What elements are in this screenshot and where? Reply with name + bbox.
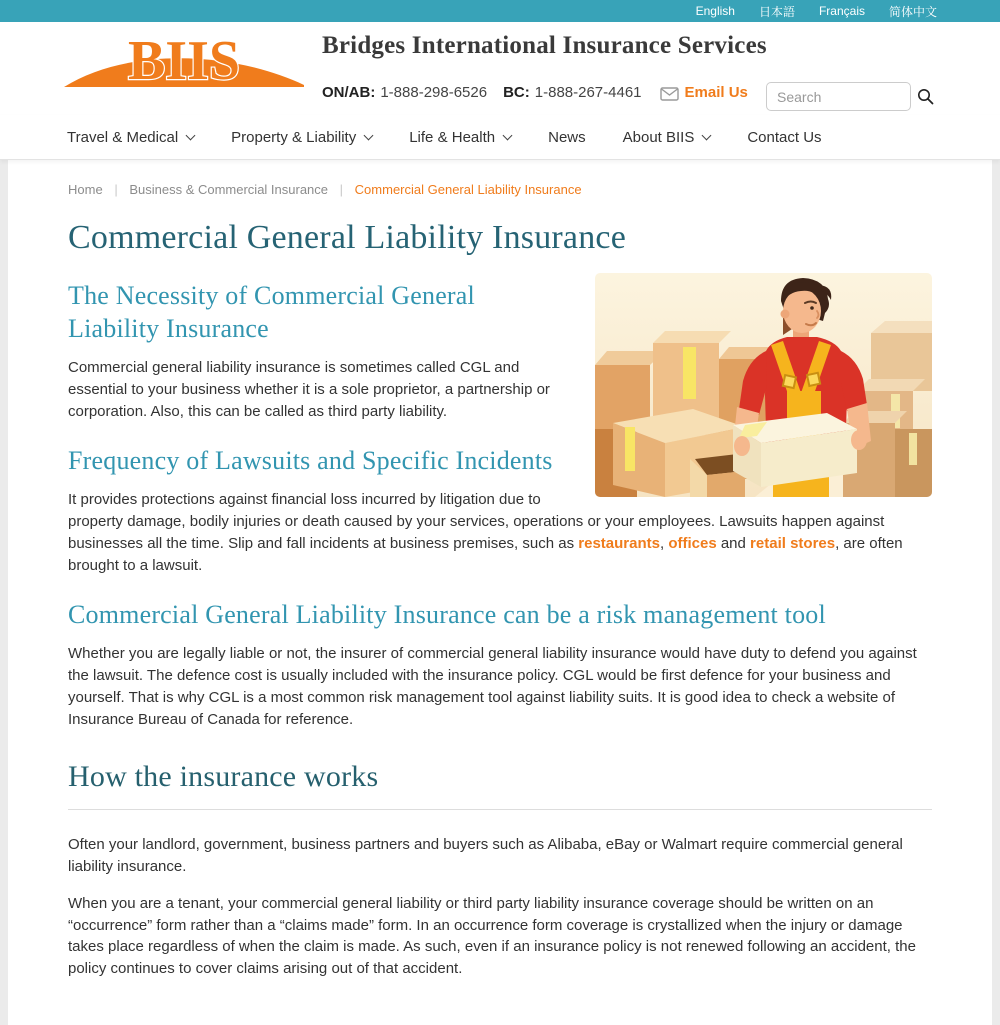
page-title: Commercial General Liability Insurance — [68, 219, 626, 256]
section-heading-frequency: Frequency of Lawsuits and Specific Incidents — [68, 446, 553, 476]
logo-text: BIIS — [127, 30, 241, 89]
section-heading-risk-tool: Commercial General Liability Insurance can be a risk management tool — [68, 600, 826, 630]
language-link-english[interactable]: English — [695, 4, 735, 18]
nav-label: Life & Health — [409, 128, 496, 146]
chevron-down-icon — [702, 130, 712, 140]
search-box — [766, 82, 911, 111]
breadcrumb-home[interactable]: Home — [68, 182, 103, 197]
nav-item-property-liability[interactable] — [231, 129, 372, 146]
language-link-japanese[interactable]: 日本語 — [758, 4, 795, 19]
phone-number-bc: 1-888-267-4461 — [534, 84, 642, 101]
nav-item-life-health[interactable] — [409, 129, 511, 146]
nav-label: Travel & Medical — [67, 128, 179, 146]
nav-item-news[interactable] — [548, 129, 586, 146]
nav-label: About BIIS — [622, 128, 695, 146]
language-link-chinese[interactable]: 简体中文 — [888, 4, 937, 19]
breadcrumb-separator: | — [339, 182, 344, 197]
breadcrumb-separator: | — [114, 182, 118, 197]
restaurants-link[interactable]: restaurants — [578, 534, 660, 552]
paragraph-risk-tool: Whether you are legally liable or not, the insurer of commercial general liability insurance would have duty to defend you against the lawsuit. The defence cost is usually included with the insurance policy. CGL would be first defence for your business and yourself. That is why CGL is a most common risk management tool against liability suits. It is good idea to check a website of Insurance Bureau of Canada for reference. — [68, 645, 917, 728]
search-input[interactable] — [766, 82, 911, 111]
paragraph-frequency-start: It provides protections against financial loss incurred by litigation due to property damage, bodily injuries or death caused by your services, operations or your employees. Lawsuits happen against businesses all the time. Slip and fall incidents at business premises, such as — [68, 491, 885, 552]
language-bar — [0, 0, 1000, 22]
nav-label: Contact Us — [747, 128, 822, 146]
phone-label-bc: BC: — [503, 84, 530, 101]
nav-item-travel-medical[interactable] — [67, 129, 194, 146]
section-divider — [68, 809, 932, 810]
retail-stores-link[interactable]: retail stores — [750, 534, 836, 552]
nav-item-contact-us[interactable] — [747, 129, 821, 146]
section-heading-how-it-works: How the insurance works — [68, 760, 379, 794]
nav-label: Property & Liability — [231, 128, 357, 146]
site-title: Bridges International Insurance Services — [322, 32, 767, 59]
paragraph-frequency — [68, 489, 932, 576]
chevron-down-icon — [364, 130, 374, 140]
breadcrumb — [68, 182, 932, 197]
main-nav — [0, 115, 1000, 160]
biis-logo[interactable] — [64, 27, 304, 89]
breadcrumb-business-commercial[interactable]: Business & Commercial Insurance — [129, 182, 329, 197]
separator-and: and — [716, 534, 751, 552]
chevron-down-icon — [503, 130, 513, 140]
paragraph-necessity: Commercial general liability insurance is sometimes called CGL and essential to your business whether it is a sole proprietor, a partnership or corporation. Also, this can be called as third party liability. — [68, 359, 550, 420]
separator-comma: , — [659, 534, 669, 552]
main-content — [8, 160, 992, 1025]
paragraph-how-it-works-1: Often your landlord, government, business partners and buyers such as Alibaba, eBay or Walmart require commercial general liability insurance. — [68, 836, 903, 876]
phone-label-on-ab: ON/AB: — [322, 84, 376, 101]
paragraph-how-it-works-2: When you are a tenant, your commercial general liability or third party liability insurance coverage should be written on an “occurrence” form rather than a “claims made” form. In an occurrence form coverage is crystallized when the injury or damage takes place regardless of when the claim is made. As such, even if an insurance policy is not renewed following an accident, the policy continues to cover claims arising out of that accident. — [68, 894, 916, 978]
phone-number-on-ab: 1-888-298-6526 — [380, 84, 488, 101]
contact-row — [322, 84, 748, 101]
search-icon[interactable] — [917, 88, 934, 105]
chevron-down-icon — [186, 130, 196, 140]
language-link-french[interactable]: Français — [818, 4, 865, 18]
site-header — [0, 22, 1000, 115]
email-us-link[interactable]: Email Us — [684, 84, 748, 101]
paragraph-frequency-end: , are often brought to a lawsuit. — [68, 534, 903, 574]
nav-label: News — [548, 128, 586, 146]
nav-item-about-biis[interactable] — [623, 129, 711, 146]
envelope-icon — [660, 87, 679, 101]
warehouse-worker-illustration — [595, 273, 932, 497]
section-heading-necessity: The Necessity of Commercial General Liability Insurance — [68, 281, 475, 344]
breadcrumb-current-page: Commercial General Liability Insurance — [354, 182, 582, 197]
offices-link[interactable]: offices — [668, 534, 717, 552]
